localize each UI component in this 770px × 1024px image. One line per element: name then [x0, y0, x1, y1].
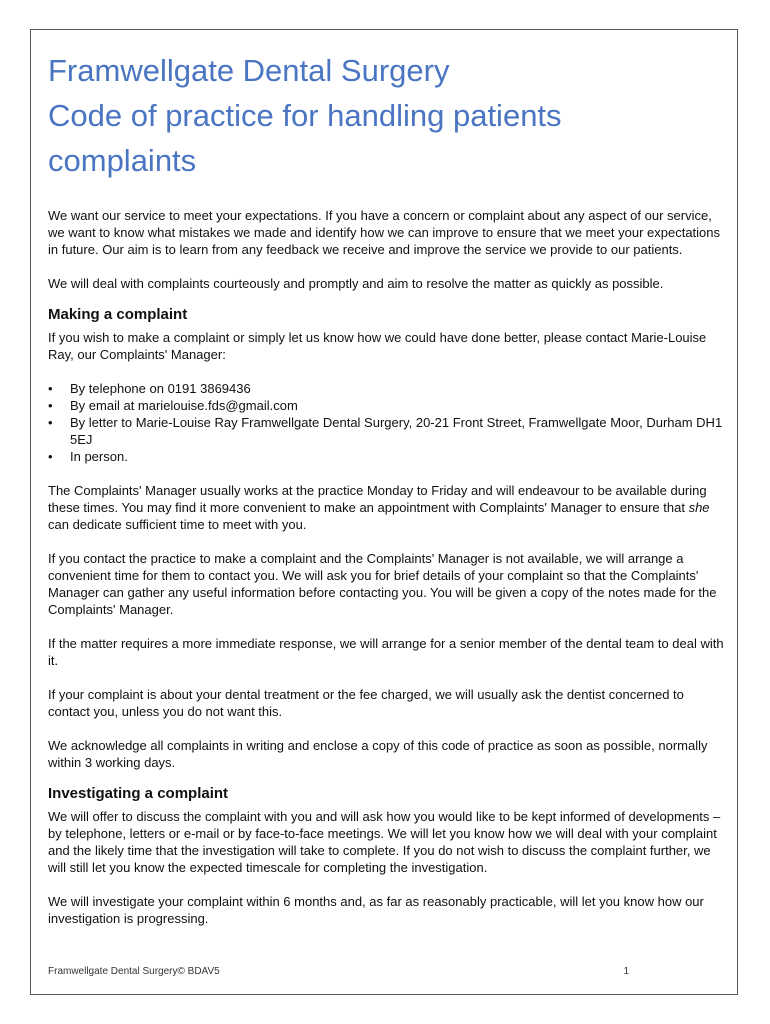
list-item — [48, 448, 728, 465]
making-complaint-paragraph-4: If the matter requires a more immediate response, we will arrange for a senior member of the dental team to deal with it. — [48, 636, 724, 668]
making-complaint-paragraph-1: If you wish to make a complaint or simply let us know how we could have done better, please contact Marie-Louise Ray, our Complaints' Manager: — [48, 330, 707, 362]
making-complaint-paragraph-2 — [48, 482, 728, 533]
document-title — [48, 48, 728, 183]
list-item-text: By telephone on 0191 3869436 — [70, 381, 251, 396]
making-complaint-paragraph-5: If your complaint is about your dental treatment or the fee charged, we will usually ask the dentist concerned to contact you, unless you do not want this. — [48, 687, 684, 719]
list-item-text: By email at marielouise.fds@gmail.com — [70, 398, 298, 413]
section-heading-investigating-complaint: Investigating a complaint — [48, 785, 229, 802]
page-number: 1 — [623, 966, 629, 977]
bullet-icon: • — [48, 415, 53, 430]
bullet-icon: • — [48, 398, 53, 413]
paragraph-text: The Complaints' Manager usually works at the practice Monday to Friday and will endeavour to be available during these times. You may find it more convenient to make an appointment with Complaints' Manager to ensure that — [48, 483, 707, 515]
bullet-icon: • — [48, 449, 53, 464]
list-item-text: By letter to Marie-Louise Ray Framwellgate Dental Surgery, 20-21 Front Street, Framwellgate Moor, Durham DH1 5EJ — [70, 415, 723, 447]
making-complaint-paragraph-3: If you contact the practice to make a complaint and the Complaints' Manager is not available, we will arrange a convenient time for them to contact you. We will ask you for brief details of your complaint so that the Complaints' Manager can gather any useful information before contacting you. You will be given a copy of the notes made for the Complaints' Manager. — [48, 551, 717, 617]
intro-paragraph-1: We want our service to meet your expectations. If you have a concern or complaint about any aspect of our service, we want to know what mistakes we made and identify how we can improve to ensure that we meet your expectations in future. Our aim is to learn from any feedback we receive and improve the service we provide to our patients. — [48, 208, 721, 257]
bullet-icon: • — [48, 381, 53, 396]
title-line-1: Framwellgate Dental Surgery — [48, 53, 450, 88]
document-page — [30, 29, 738, 995]
section-heading-making-complaint: Making a complaint — [48, 306, 188, 323]
making-complaint-paragraph-6: We acknowledge all complaints in writing and enclose a copy of this code of practice as soon as possible, normally within 3 working days. — [48, 738, 708, 770]
page-footer — [48, 966, 629, 977]
contact-methods-list — [48, 380, 728, 465]
footer-text: Framwellgate Dental Surgery© BDAV5 — [48, 966, 220, 977]
document-content — [48, 48, 728, 927]
investigating-paragraph-2: We will investigate your complaint within 6 months and, as far as reasonably practicable, will let you know how our investigation is progressing. — [48, 894, 704, 926]
intro-paragraph-2: We will deal with complaints courteously and promptly and aim to resolve the matter as quickly as possible. — [48, 276, 664, 291]
list-item — [48, 397, 728, 414]
list-item-text: In person. — [70, 449, 128, 464]
investigating-paragraph-1: We will offer to discuss the complaint with you and will ask how you would like to be kept informed of developments – by telephone, letters or e-mail or by face-to-face meetings. We will let you know how we will deal with your complaint and the likely time that the investigation will take to complete. If you do not wish to discuss the complaint further, we will still let you know the expected timescale for completing the investigation. — [48, 809, 721, 875]
list-item — [48, 380, 728, 397]
emphasis-text: she — [688, 500, 710, 515]
title-line-3: complaints — [48, 143, 197, 178]
list-item — [48, 414, 728, 448]
paragraph-text: can dedicate sufficient time to meet with you. — [48, 517, 307, 532]
title-line-2: Code of practice for handling patients — [48, 98, 562, 133]
